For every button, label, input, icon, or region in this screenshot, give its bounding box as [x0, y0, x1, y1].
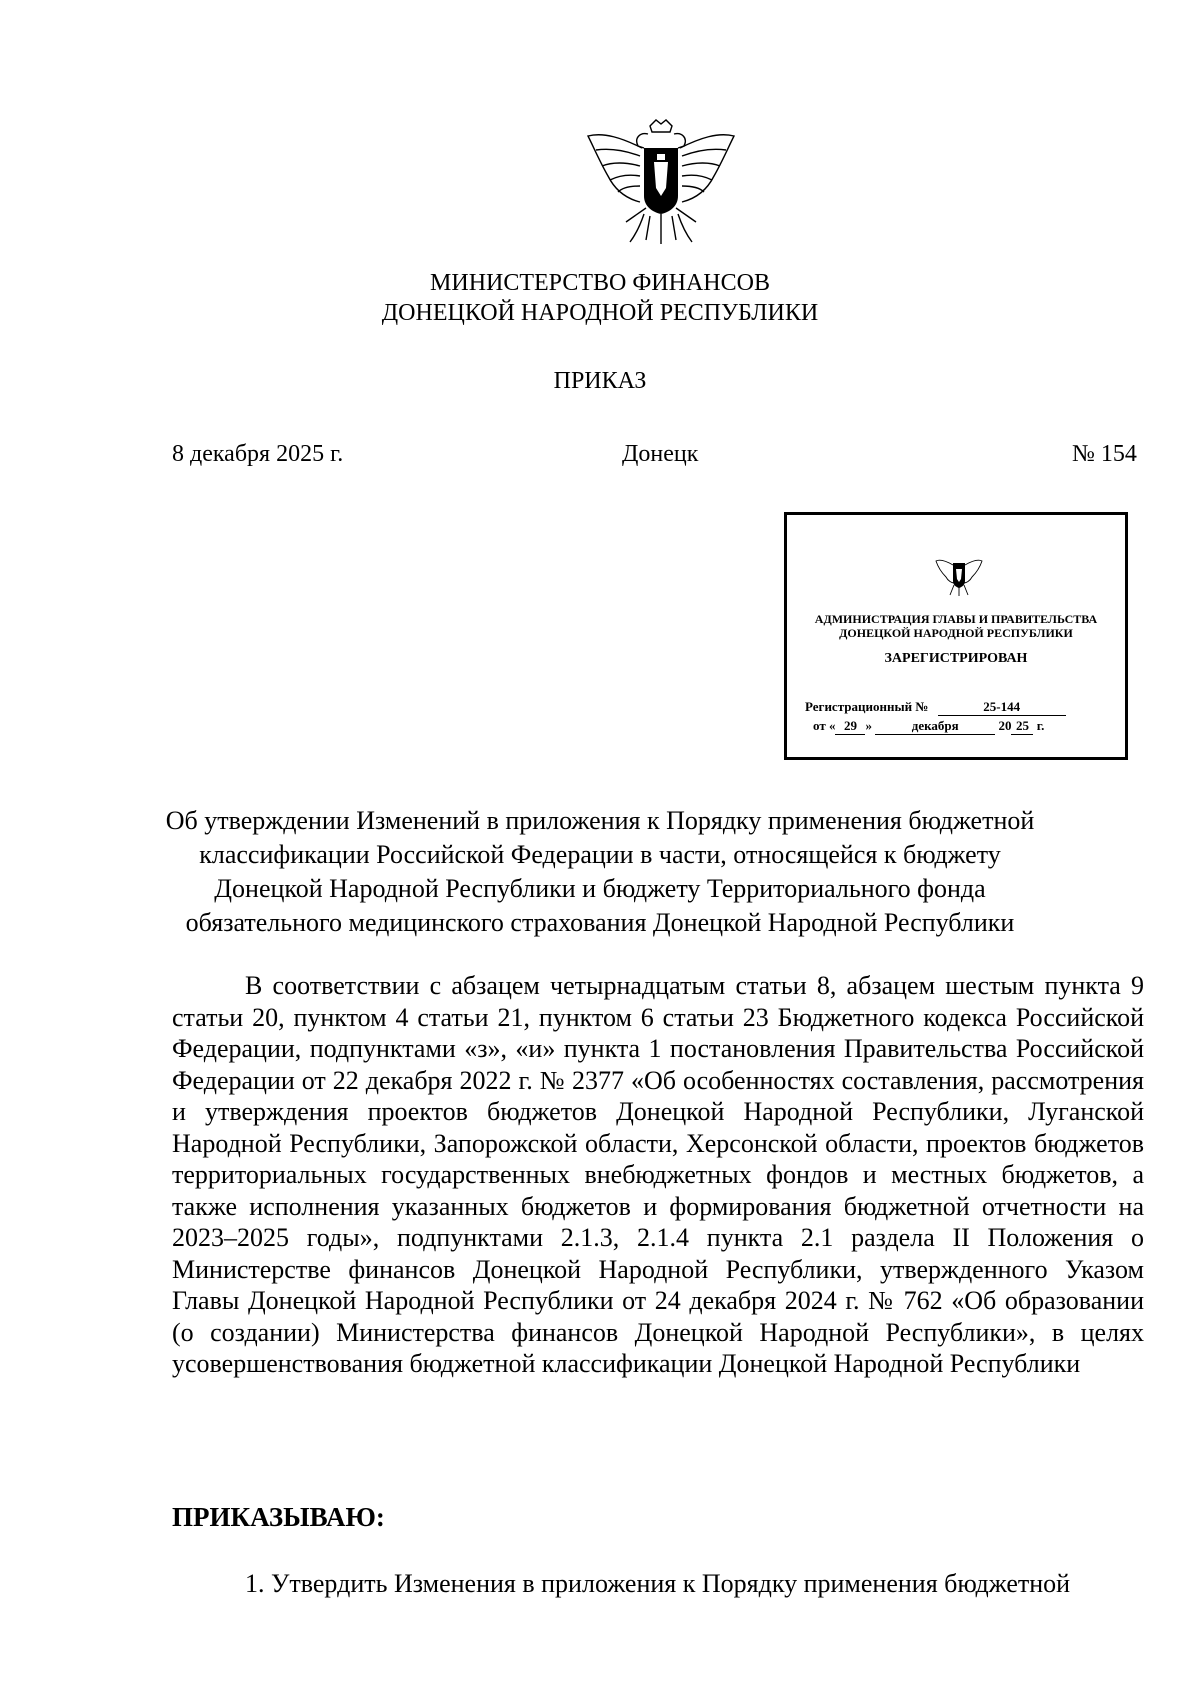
eagle-coat-of-arms-icon	[934, 555, 984, 597]
registration-month: декабря	[875, 718, 995, 735]
ministry-name-line2: ДОНЕЦКОЙ НАРОДНОЙ РЕСПУБЛИКИ	[381, 300, 819, 326]
registration-year-suffix: 25	[1011, 718, 1033, 735]
registration-day: 29	[835, 718, 865, 735]
order-item-1: 1. Утвердить Изменения в приложения к Порядку применения бюджетной	[245, 1569, 1071, 1598]
registration-org-line1: АДМИНИСТРАЦИЯ ГЛАВЫ И ПРАВИТЕЛЬСТВА	[814, 612, 1098, 626]
preamble-paragraph	[172, 970, 1144, 1380]
document-subject	[140, 804, 1060, 940]
registration-number-label: Регистрационный №	[805, 699, 929, 714]
registration-status: ЗАРЕГИСТРИРОВАН	[884, 651, 1028, 666]
subject-line1: Об утверждении Изменений в приложения к Порядку применения бюджетной	[165, 806, 1035, 835]
document-date: 8 декабря 2025 г.	[172, 441, 344, 467]
order-word: ПРИКАЗЫВАЮ:	[172, 1502, 385, 1532]
document-city: Донецк	[622, 441, 699, 467]
subject-line3: Донецкой Народной Республики и бюджету Территориального фонда	[214, 874, 986, 903]
registration-year-prefix: 20	[998, 718, 1012, 733]
registration-date-from: от «	[813, 718, 836, 733]
preamble-text: В соответствии с абзацем четырнадцатым статьи 8, абзацем шестым пункта 9 статьи 20, пунктом 4 статьи 21, пунктом 6 статьи 23 Бюджетного кодекса Российской Федерации, подпунктами «з», «и» пункта 1 постановления Правительства Российской Федерации от 22 декабря 2022 г. № 2377 «Об особенностях составления, рассмотрения и утверждения проектов бюджетов Донецкой Народной Республики, Луганской Народной Республики, Запорожской области, Херсонской области, проектов бюджетов территориальных государственных внебюджетных фондов и местных бюджетов, а также исполнения указанных бюджетов и формирования бюджетной отчетности на 2023–2025 годы», подпунктами 2.1.3, 2.1.4 пункта 2.1 раздела II Положения о Министерстве финансов Донецкой Народной Республики, утвержденного Указом Главы Донецкой Народной Республики от 24 декабря 2024 г. № 762 «Об образовании (о создании) Министерства финансов Донецкой Народной Республики», в целях усовершенствования бюджетной классификации Донецкой Народной Республики	[172, 971, 1144, 1378]
document-number: № 154	[1072, 441, 1137, 467]
registration-number-line	[805, 699, 1066, 716]
registration-day-close: »	[865, 718, 872, 733]
registration-number-value: 25-144	[938, 699, 1066, 716]
document-type: ПРИКАЗ	[553, 368, 647, 394]
subject-line2: классификации Российской Федерации в части, относящейся к бюджету	[199, 840, 1001, 869]
registration-year-g: г.	[1036, 718, 1045, 733]
registration-date-line	[813, 718, 1044, 735]
registration-stamp	[784, 512, 1128, 760]
subject-line4: обязательного медицинского страхования Донецкой Народной Республики	[185, 908, 1015, 937]
eagle-coat-of-arms-icon	[582, 118, 740, 248]
registration-org-line2: ДОНЕЦКОЙ НАРОДНОЙ РЕСПУБЛИКИ	[839, 626, 1073, 640]
ministry-name-line1: МИНИСТЕРСТВО ФИНАНСОВ	[430, 270, 770, 296]
